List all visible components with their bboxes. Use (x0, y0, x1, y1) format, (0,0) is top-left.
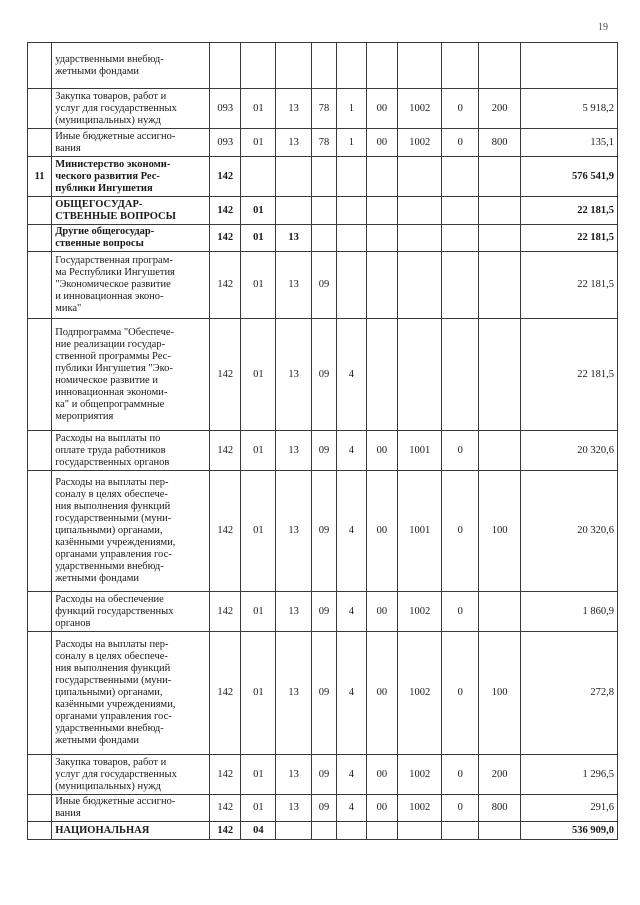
ministry-code-cell (209, 43, 241, 89)
ministry-code-cell: 142 (209, 157, 241, 197)
direction-code-cell: 1002 (398, 755, 442, 795)
program-code-cell: 09 (311, 319, 336, 431)
direction-code-cell: 1002 (398, 632, 442, 755)
direction-code-cell (398, 197, 442, 225)
amount-cell: 22 181,5 (521, 252, 618, 319)
amount-cell: 20 320,6 (521, 431, 618, 471)
table-row (28, 157, 618, 197)
description-cell: ОБЩЕГОСУДАР- СТВЕННЫЕ ВОПРОСЫ (52, 197, 210, 225)
subprogram-code-cell (337, 822, 366, 840)
row-number-cell (28, 89, 52, 129)
program-code-cell (311, 43, 336, 89)
table-row (28, 822, 618, 840)
main-event-code-cell: 00 (366, 89, 398, 129)
subprogram-code-cell (337, 43, 366, 89)
direction-code-cell: 1002 (398, 592, 442, 632)
ministry-code-cell: 142 (209, 822, 241, 840)
subsection-code-cell (276, 157, 312, 197)
table-row (28, 592, 618, 632)
subsection-code-cell: 13 (276, 89, 312, 129)
expense-type-code-cell: 800 (479, 129, 521, 157)
amount-cell: 1 296,5 (521, 755, 618, 795)
subsection-code-cell: 13 (276, 252, 312, 319)
row-number-cell (28, 822, 52, 840)
description-cell: ударственными внебюд- жетными фондами (52, 43, 210, 89)
subsection-code-cell: 13 (276, 431, 312, 471)
amount-cell: 291,6 (521, 795, 618, 822)
program-code-cell: 78 (311, 129, 336, 157)
row-number-cell (28, 755, 52, 795)
main-event-code-cell (366, 252, 398, 319)
ministry-code-cell: 142 (209, 592, 241, 632)
ministry-code-cell: 142 (209, 471, 241, 592)
amount-cell: 20 320,6 (521, 471, 618, 592)
main-event-code-cell: 00 (366, 471, 398, 592)
ministry-code-cell: 142 (209, 632, 241, 755)
section-code-cell: 01 (241, 632, 276, 755)
subprogram-code-cell: 4 (337, 471, 366, 592)
subsection-code-cell: 13 (276, 129, 312, 157)
description-cell: Другие общегосудар- ственные вопросы (52, 225, 210, 252)
table-row (28, 225, 618, 252)
section-code-cell: 01 (241, 89, 276, 129)
subprogram-code-cell (337, 197, 366, 225)
table-row (28, 252, 618, 319)
expense-type-code-cell: 200 (479, 755, 521, 795)
program-code-cell: 09 (311, 431, 336, 471)
description-cell: Министерство экономи- ческого развития Рес- публики Ингушетия (52, 157, 210, 197)
budget-table (27, 42, 618, 840)
program-code-cell: 09 (311, 471, 336, 592)
table-row (28, 129, 618, 157)
section-code-cell: 01 (241, 252, 276, 319)
table-row (28, 471, 618, 592)
direction-suffix-cell: 0 (442, 89, 479, 129)
section-code-cell: 04 (241, 822, 276, 840)
subsection-code-cell (276, 197, 312, 225)
direction-suffix-cell: 0 (442, 632, 479, 755)
table-row (28, 431, 618, 471)
row-number-cell: 11 (28, 157, 52, 197)
direction-code-cell (398, 157, 442, 197)
main-event-code-cell (366, 197, 398, 225)
description-cell: Иные бюджетные ассигно- вания (52, 129, 210, 157)
expense-type-code-cell (479, 822, 521, 840)
direction-code-cell (398, 822, 442, 840)
main-event-code-cell: 00 (366, 632, 398, 755)
subprogram-code-cell: 4 (337, 755, 366, 795)
amount-cell: 22 181,5 (521, 319, 618, 431)
subprogram-code-cell: 4 (337, 319, 366, 431)
direction-suffix-cell: 0 (442, 755, 479, 795)
direction-suffix-cell: 0 (442, 592, 479, 632)
description-cell: Расходы на выплаты пер- соналу в целях обеспече- ния выполнения функций государственными (муни- ципальными) органами, казёнными учреждениями, органами управления гос- ударственными внебюд- жетными фондами (52, 471, 210, 592)
row-number-cell (28, 431, 52, 471)
table-body (28, 43, 618, 840)
amount-cell: 272,8 (521, 632, 618, 755)
main-event-code-cell (366, 225, 398, 252)
program-code-cell: 78 (311, 89, 336, 129)
direction-suffix-cell: 0 (442, 431, 479, 471)
section-code-cell: 01 (241, 319, 276, 431)
table-row (28, 319, 618, 431)
direction-suffix-cell: 0 (442, 471, 479, 592)
direction-suffix-cell (442, 822, 479, 840)
subsection-code-cell: 13 (276, 632, 312, 755)
amount-cell: 536 909,0 (521, 822, 618, 840)
row-number-cell (28, 592, 52, 632)
description-cell: Расходы на выплаты по оплате труда работников государственных органов (52, 431, 210, 471)
program-code-cell: 09 (311, 592, 336, 632)
direction-code-cell (398, 225, 442, 252)
program-code-cell (311, 225, 336, 252)
main-event-code-cell (366, 157, 398, 197)
direction-suffix-cell (442, 43, 479, 89)
amount-cell: 22 181,5 (521, 197, 618, 225)
section-code-cell: 01 (241, 592, 276, 632)
expense-type-code-cell (479, 225, 521, 252)
description-cell: Государственная програм- ма Республики Ингушетия "Экономическое развитие и инновационная эконо- мика" (52, 252, 210, 319)
direction-code-cell (398, 252, 442, 319)
direction-code-cell: 1001 (398, 431, 442, 471)
main-event-code-cell (366, 822, 398, 840)
section-code-cell: 01 (241, 755, 276, 795)
section-code-cell (241, 157, 276, 197)
amount-cell: 22 181,5 (521, 225, 618, 252)
expense-type-code-cell (479, 252, 521, 319)
direction-code-cell: 1001 (398, 471, 442, 592)
subprogram-code-cell (337, 225, 366, 252)
table-row (28, 197, 618, 225)
direction-code-cell (398, 319, 442, 431)
section-code-cell: 01 (241, 225, 276, 252)
ministry-code-cell: 142 (209, 795, 241, 822)
amount-cell: 1 860,9 (521, 592, 618, 632)
program-code-cell (311, 822, 336, 840)
main-event-code-cell: 00 (366, 755, 398, 795)
main-event-code-cell (366, 43, 398, 89)
description-cell: Подпрограмма "Обеспече- ние реализации государ- ственной программы Рес- публики Ингушетия "Эко- номическое развитие и инновационная экономи- ка" и общепрограммные мероприятия (52, 319, 210, 431)
subprogram-code-cell (337, 157, 366, 197)
program-code-cell: 09 (311, 632, 336, 755)
direction-suffix-cell: 0 (442, 795, 479, 822)
ministry-code-cell: 142 (209, 755, 241, 795)
table-row (28, 755, 618, 795)
row-number-cell (28, 319, 52, 431)
direction-suffix-cell (442, 319, 479, 431)
program-code-cell: 09 (311, 252, 336, 319)
table-row (28, 795, 618, 822)
section-code-cell: 01 (241, 129, 276, 157)
subprogram-code-cell: 4 (337, 431, 366, 471)
direction-suffix-cell: 0 (442, 129, 479, 157)
row-number-cell (28, 252, 52, 319)
subsection-code-cell: 13 (276, 795, 312, 822)
section-code-cell: 01 (241, 471, 276, 592)
page-number: 19 (598, 22, 608, 33)
direction-suffix-cell (442, 225, 479, 252)
amount-cell: 5 918,2 (521, 89, 618, 129)
ministry-code-cell: 142 (209, 197, 241, 225)
subprogram-code-cell (337, 252, 366, 319)
program-code-cell: 09 (311, 795, 336, 822)
amount-cell: 576 541,9 (521, 157, 618, 197)
description-cell: Расходы на выплаты пер- соналу в целях обеспече- ния выполнения функций государственными (муни- ципальными) органами, казёнными учреждениями, органами управления гос- ударственными внебюд- жетными фондами (52, 632, 210, 755)
direction-code-cell (398, 43, 442, 89)
main-event-code-cell (366, 319, 398, 431)
subprogram-code-cell: 1 (337, 129, 366, 157)
table-row (28, 632, 618, 755)
row-number-cell (28, 43, 52, 89)
amount-cell: 135,1 (521, 129, 618, 157)
subprogram-code-cell: 1 (337, 89, 366, 129)
subsection-code-cell: 13 (276, 319, 312, 431)
program-code-cell (311, 197, 336, 225)
main-event-code-cell: 00 (366, 431, 398, 471)
row-number-cell (28, 471, 52, 592)
expense-type-code-cell: 100 (479, 471, 521, 592)
row-number-cell (28, 129, 52, 157)
direction-code-cell: 1002 (398, 795, 442, 822)
subsection-code-cell: 13 (276, 225, 312, 252)
ministry-code-cell: 142 (209, 252, 241, 319)
ministry-code-cell: 142 (209, 431, 241, 471)
subsection-code-cell (276, 43, 312, 89)
ministry-code-cell: 142 (209, 225, 241, 252)
section-code-cell: 01 (241, 197, 276, 225)
main-event-code-cell: 00 (366, 795, 398, 822)
subsection-code-cell: 13 (276, 755, 312, 795)
expense-type-code-cell: 800 (479, 795, 521, 822)
expense-type-code-cell (479, 319, 521, 431)
section-code-cell (241, 43, 276, 89)
row-number-cell (28, 632, 52, 755)
ministry-code-cell: 093 (209, 129, 241, 157)
direction-suffix-cell (442, 197, 479, 225)
main-event-code-cell: 00 (366, 592, 398, 632)
ministry-code-cell: 093 (209, 89, 241, 129)
direction-suffix-cell (442, 157, 479, 197)
expense-type-code-cell: 200 (479, 89, 521, 129)
row-number-cell (28, 197, 52, 225)
direction-suffix-cell (442, 252, 479, 319)
description-cell: Расходы на обеспечение функций государственных органов (52, 592, 210, 632)
table-row (28, 89, 618, 129)
subsection-code-cell: 13 (276, 592, 312, 632)
expense-type-code-cell: 100 (479, 632, 521, 755)
subprogram-code-cell: 4 (337, 632, 366, 755)
expense-type-code-cell (479, 157, 521, 197)
expense-type-code-cell (479, 592, 521, 632)
subsection-code-cell (276, 822, 312, 840)
row-number-cell (28, 795, 52, 822)
direction-code-cell: 1002 (398, 89, 442, 129)
description-cell: НАЦИОНАЛЬНАЯ (52, 822, 210, 840)
description-cell: Закупка товаров, работ и услуг для государственных (муниципальных) нужд (52, 755, 210, 795)
amount-cell (521, 43, 618, 89)
expense-type-code-cell (479, 43, 521, 89)
direction-code-cell: 1002 (398, 129, 442, 157)
section-code-cell: 01 (241, 431, 276, 471)
program-code-cell: 09 (311, 755, 336, 795)
subsection-code-cell: 13 (276, 471, 312, 592)
expense-type-code-cell (479, 197, 521, 225)
main-event-code-cell: 00 (366, 129, 398, 157)
subprogram-code-cell: 4 (337, 795, 366, 822)
ministry-code-cell: 142 (209, 319, 241, 431)
section-code-cell: 01 (241, 795, 276, 822)
program-code-cell (311, 157, 336, 197)
description-cell: Закупка товаров, работ и услуг для государственных (муниципальных) нужд (52, 89, 210, 129)
subprogram-code-cell: 4 (337, 592, 366, 632)
description-cell: Иные бюджетные ассигно- вания (52, 795, 210, 822)
row-number-cell (28, 225, 52, 252)
expense-type-code-cell (479, 431, 521, 471)
table-row (28, 43, 618, 89)
